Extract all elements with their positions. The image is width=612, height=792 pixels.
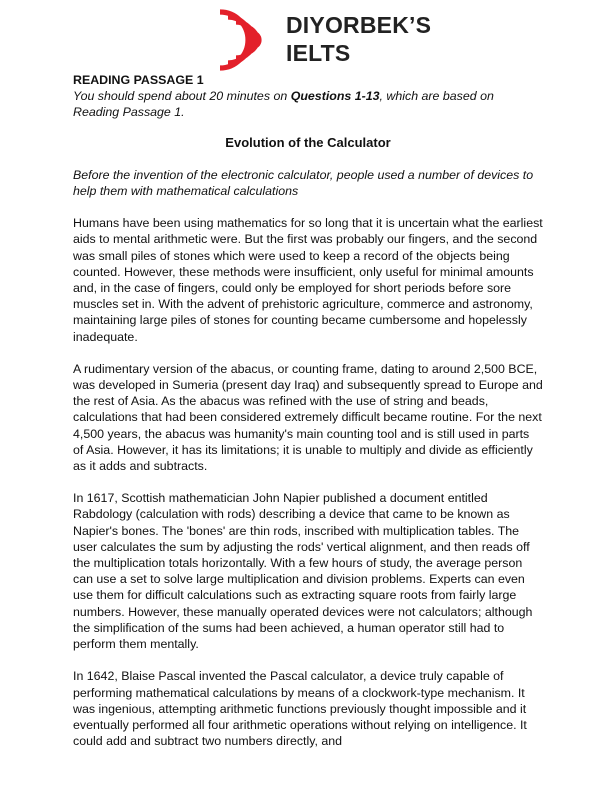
logo-wordmark <box>286 11 431 67</box>
instructions-prefix: You should spend about 20 minutes on <box>73 89 291 104</box>
passage-label: READING PASSAGE 1 <box>73 73 204 87</box>
brand-logo <box>210 8 450 72</box>
passage-content <box>73 72 543 749</box>
logo-mark-icon <box>210 8 274 72</box>
passage-instructions <box>73 88 543 120</box>
logo-text-line2: IELTS <box>286 40 351 66</box>
instructions-suffix: , which are based on Reading Passage 1. <box>73 89 494 120</box>
article-paragraph-1: Humans have been using mathematics for so long that it is uncertain what the earliest aids to mental arithmetic were. But the first was probably our fingers, and the second was small piles of stones which were used to keep a record of the objects being counted. However, these methods were insufficient, only useful for minimal amounts and, in the case of fingers, could only be employed for short periods before sore muscles set in. With the advent of prehistoric agriculture, commerce and astronomy, maintaining large piles of stones for counting became cumbersome and hopelessly inadequate. <box>73 216 543 344</box>
article-paragraph-2: A rudimentary version of the abacus, or counting frame, dating to around 2,500 BCE, was developed in Sumeria (present day Iraq) and subsequently spread to Europe and the rest of Asia. As the abacus was refined with the use of string and beads, calculations that had been considered extremely difficult became routine. For the next 4,500 years, the abacus was humanity's main counting tool and is still used in parts of Asia. However, it has its limitations; it is unable to multiply and divide as efficiently as it adds and subtracts. <box>73 361 543 474</box>
article-intro: Before the invention of the electronic calculator, people used a number of devices to help them with mathematical calculations <box>73 167 534 199</box>
article-paragraph-3: In 1617, Scottish mathematician John Napier published a document entitled Rabdology (calculation with rods) describing a device that came to be known as Napier's bones. The 'bones' are thin rods, inscribed with multiplication tables. The user calculates the sum by adjusting the rods' vertical alignment, and then reads off the multiplication totals horizontally. With a few hours of study, the average person can use a set to solve large multiplication and division problems. Experts can even use them for difficult calculations such as extracting square roots from fairly large numbers. However, these manually operated devices were not calculators; although the simplification of the sums had been achieved, a human operator still had to perform them mentally. <box>73 491 533 652</box>
logo-text-line1: DIYORBEK’S <box>286 12 432 38</box>
article-title: Evolution of the Calculator <box>225 134 391 150</box>
instructions-questions: Questions 1-13 <box>290 89 380 104</box>
article-paragraph-4: In 1642, Blaise Pascal invented the Pascal calculator, a device truly capable of performing mathematical calculations by means of a clockwork-type mechanism. It was ingenious, attempting arithmetic functions previously thought impossible and it eventually performed all four arithmetic operations without relying on intelligence. It could add and subtract two numbers directly, and <box>73 669 527 749</box>
